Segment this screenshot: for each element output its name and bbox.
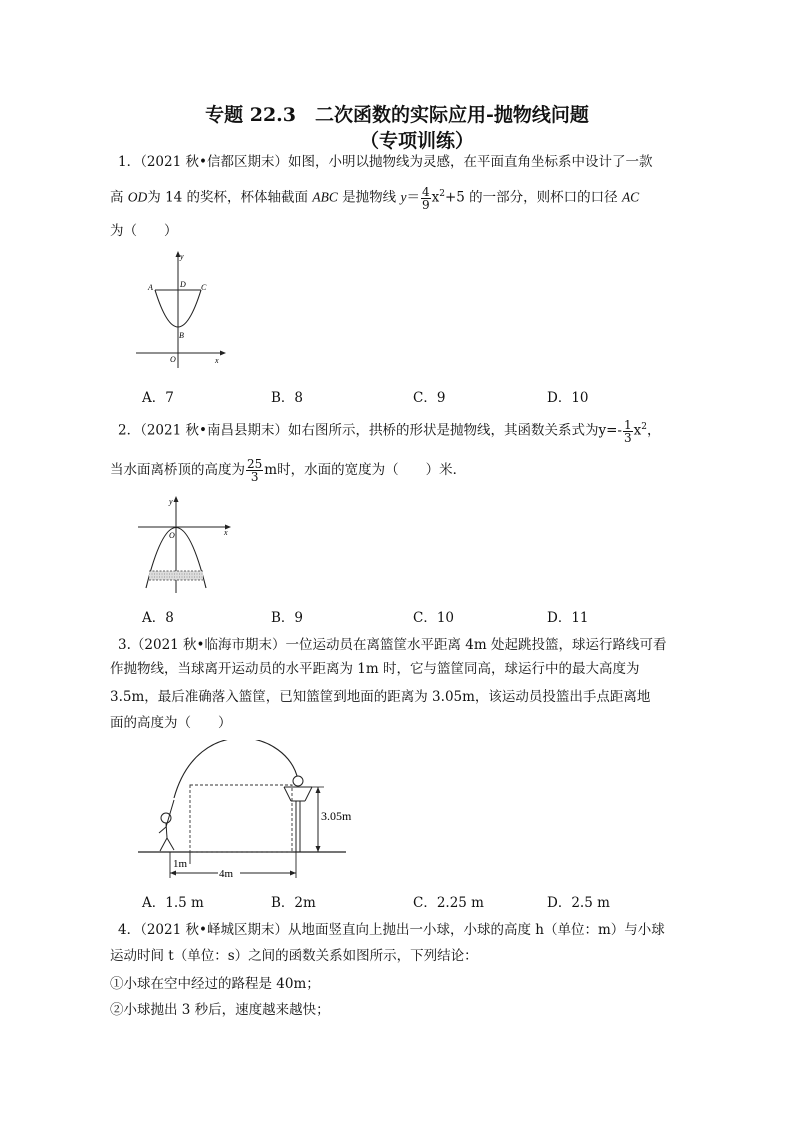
q3-option-d[interactable]: D．2.5 m — [547, 895, 610, 911]
q2-option-b[interactable]: B．9 — [271, 610, 304, 626]
q1-option-a[interactable]: A．7 — [142, 390, 174, 406]
q1-number: 1． — [118, 154, 141, 170]
q3-option-b[interactable]: B．2m — [271, 895, 316, 911]
y-axis-label: y — [169, 497, 173, 506]
q1-line2: 高 OD为 14 的奖杯，杯体轴截面 ABC 是抛物线 y＝ $\frac{4}{9}$ $x^2+5$ 的一部分，则杯口的口径 AC — [110, 184, 640, 212]
q2-option-d[interactable]: D．11 — [547, 610, 589, 626]
q1-option-d[interactable]: D．10 — [547, 390, 589, 406]
q4-line1: 4．（2021 秋•峄城区期末）从地面竖直向上抛出一小球，小球的高度 h（单位：m）与小球 — [118, 922, 665, 938]
origin-label: O — [170, 355, 176, 364]
q1-figure — [136, 250, 226, 370]
y-axis-label: y — [180, 252, 184, 261]
q3-option-c[interactable]: C．2.25 m — [413, 895, 484, 911]
point-a-label: A — [148, 283, 153, 292]
x-axis-label: x — [224, 528, 228, 537]
fraction: $\frac{4}{9}$ — [421, 184, 430, 212]
q2-line1: 2．（2021 秋•南昌县期末）如右图所示，拱桥的形状是抛物线，其函数关系式为y=- $\frac{1}{3}$ $x^2$， — [118, 417, 661, 445]
q2-source: （2021 秋•南昌县期末） — [140, 422, 288, 439]
q3-option-a[interactable]: A．1.5 m — [142, 895, 204, 911]
point-b-label: B — [179, 331, 184, 340]
q3-line4: 面的高度为（ ） — [110, 715, 232, 731]
point-c-label: C — [201, 283, 207, 292]
q3-source: （2021 秋•临海市期末） — [130, 637, 286, 653]
q3-line1: 3.（2021 秋•临海市期末）一位运动员在离篮筐水平距离 4m 处起跳投篮，球运行路线可看 — [118, 637, 667, 653]
one-meter-label: 1m — [173, 858, 188, 870]
q1-line1: 1．（2021 秋•信都区期末）如图，小明以抛物线为灵感，在平面直角坐标系中设计了一款 — [118, 154, 653, 170]
q3-figure — [138, 740, 368, 882]
q4-item1: ①小球在空中经过的路程是 40m； — [110, 976, 320, 992]
q4-source: （2021 秋•峄城区期末） — [140, 922, 288, 938]
height-label: 3.05m — [321, 809, 352, 823]
q2-option-c[interactable]: C．10 — [413, 610, 455, 626]
q1-option-b[interactable]: B．8 — [271, 390, 304, 406]
q1-source: （2021 秋•信都区期末） — [140, 154, 288, 170]
q3-line3: 3.5m，最后准确落入篮筐，已知篮筐到地面的距离为 3.05m，该运动员投篮出手点距离地 — [110, 689, 651, 705]
q2-figure — [138, 495, 233, 595]
q1-option-c[interactable]: C．9 — [413, 390, 446, 406]
fraction: $\frac{25}{3}$ — [247, 457, 263, 484]
q1-line3: 为（ ） — [110, 223, 178, 239]
q4-item2: ②小球抛出 3 秒后，速度越来越快； — [110, 1002, 330, 1018]
q4-line2: 运动时间 t（单位：s）之间的函数关系如图所示，下列结论： — [110, 948, 478, 964]
q2-line2: 当水面离桥顶的高度为 $\frac{25}{3}$ m时，水面的宽度为（ ）米． — [110, 457, 467, 484]
four-meter-label: 4m — [219, 868, 234, 880]
page-subtitle: （专项训练） — [359, 130, 474, 152]
q3-line2: 作抛物线，当球离开运动员的水平距离为 1m 时，它与篮筐同高，球运行中的最大高度为 — [110, 661, 640, 677]
x-axis-label: x — [215, 356, 219, 365]
fraction: $\frac{1}{3}$ — [623, 417, 632, 445]
origin-label: O — [169, 531, 175, 540]
page-title: 专题 22.3 二次函数的实际应用-抛物线问题 — [205, 104, 589, 126]
point-d-label: D — [180, 280, 186, 289]
q2-option-a[interactable]: A．8 — [142, 610, 174, 626]
